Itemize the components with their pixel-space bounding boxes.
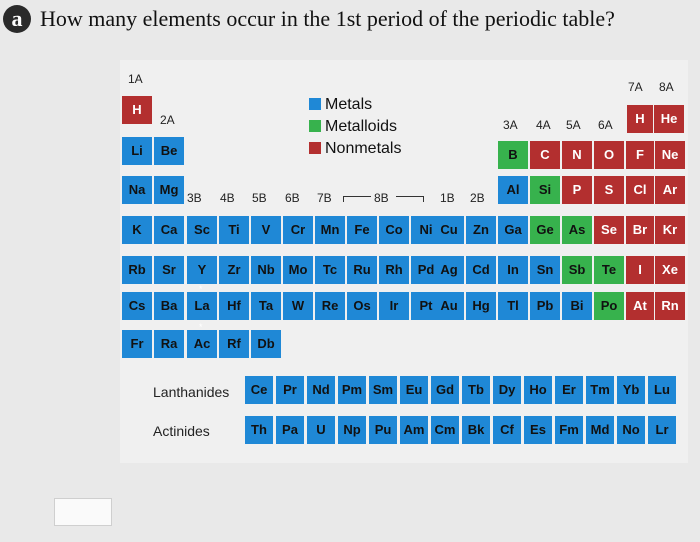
element-ho[interactable]: Ho bbox=[524, 376, 552, 404]
element-br[interactable]: Br bbox=[626, 216, 654, 244]
element-f[interactable]: F bbox=[626, 141, 654, 169]
element-rn[interactable]: Rn bbox=[655, 292, 685, 320]
element-db[interactable]: Db bbox=[251, 330, 281, 358]
element-se[interactable]: Se bbox=[594, 216, 624, 244]
element-la[interactable]: La bbox=[187, 292, 217, 320]
element-rb[interactable]: Rb bbox=[122, 256, 152, 284]
question-badge: a bbox=[3, 5, 31, 33]
group-label-7b: 7B bbox=[317, 191, 332, 205]
lanthanide-asterisk-icon: * bbox=[199, 284, 203, 294]
element-zn[interactable]: Zn bbox=[466, 216, 496, 244]
element-md[interactable]: Md bbox=[586, 416, 614, 444]
element-lu[interactable]: Lu bbox=[648, 376, 676, 404]
element-i[interactable]: I bbox=[626, 256, 654, 284]
element-tm[interactable]: Tm bbox=[586, 376, 614, 404]
element-xe[interactable]: Xe bbox=[655, 256, 685, 284]
element-ag[interactable]: Ag bbox=[434, 256, 464, 284]
element-ge[interactable]: Ge bbox=[530, 216, 560, 244]
group-label-7a: 7A bbox=[628, 80, 643, 94]
legend-metalloids bbox=[309, 118, 397, 136]
element-sm[interactable]: Sm bbox=[369, 376, 397, 404]
lanthanides-label: Lanthanides bbox=[153, 384, 230, 400]
element-s[interactable]: S bbox=[594, 176, 624, 204]
actinide-asterisk-icon: * bbox=[199, 322, 203, 332]
element-ca[interactable]: Ca bbox=[154, 216, 184, 244]
element-si[interactable]: Si bbox=[530, 176, 560, 204]
element-ga[interactable]: Ga bbox=[498, 216, 528, 244]
element-y[interactable]: Y bbox=[187, 256, 217, 284]
element-ni[interactable]: Ni bbox=[411, 216, 441, 244]
element-fm[interactable]: Fm bbox=[555, 416, 583, 444]
element-pd[interactable]: Pd bbox=[411, 256, 441, 284]
group-label-3b: 3B bbox=[187, 191, 202, 205]
element-at[interactable]: At bbox=[626, 292, 654, 320]
legend-metals bbox=[309, 96, 372, 114]
element-sc[interactable]: Sc bbox=[187, 216, 217, 244]
group-label-4b: 4B bbox=[220, 191, 235, 205]
legend-metals-label: Metals bbox=[325, 96, 373, 113]
group-label-8a: 8A bbox=[659, 80, 674, 94]
element-ar[interactable]: Ar bbox=[655, 176, 685, 204]
element-k[interactable]: K bbox=[122, 216, 152, 244]
element-in[interactable]: In bbox=[498, 256, 528, 284]
element-rf[interactable]: Rf bbox=[219, 330, 249, 358]
element-be[interactable]: Be bbox=[154, 137, 184, 165]
element-fr[interactable]: Fr bbox=[122, 330, 152, 358]
element-ne[interactable]: Ne bbox=[655, 141, 685, 169]
element-cr[interactable]: Cr bbox=[283, 216, 313, 244]
element-cl[interactable]: Cl bbox=[626, 176, 654, 204]
element-na[interactable]: Na bbox=[122, 176, 152, 204]
element-h-left[interactable]: H bbox=[122, 96, 152, 124]
element-sr[interactable]: Sr bbox=[154, 256, 184, 284]
element-pr[interactable]: Pr bbox=[276, 376, 304, 404]
group-label-1b: 1B bbox=[440, 191, 455, 205]
element-tl[interactable]: Tl bbox=[498, 292, 528, 320]
element-w[interactable]: W bbox=[283, 292, 313, 320]
group-label-5b: 5B bbox=[252, 191, 267, 205]
legend-nonmetals-label: Nonmetals bbox=[325, 140, 402, 157]
element-es[interactable]: Es bbox=[524, 416, 552, 444]
element-ac[interactable]: Ac bbox=[187, 330, 217, 358]
element-cm[interactable]: Cm bbox=[431, 416, 459, 444]
element-bi[interactable]: Bi bbox=[562, 292, 592, 320]
element-li[interactable]: Li bbox=[122, 137, 152, 165]
element-o[interactable]: O bbox=[594, 141, 624, 169]
element-pm[interactable]: Pm bbox=[338, 376, 366, 404]
element-bk[interactable]: Bk bbox=[462, 416, 490, 444]
element-eu[interactable]: Eu bbox=[400, 376, 428, 404]
metalloids-swatch bbox=[309, 120, 321, 132]
element-h-right[interactable]: H bbox=[627, 105, 653, 133]
element-gd[interactable]: Gd bbox=[431, 376, 459, 404]
group-label-2b: 2B bbox=[470, 191, 485, 205]
group-label-1a: 1A bbox=[128, 72, 143, 86]
element-hg[interactable]: Hg bbox=[466, 292, 496, 320]
element-no[interactable]: No bbox=[617, 416, 645, 444]
group-label-2a: 2A bbox=[160, 113, 175, 127]
element-cu[interactable]: Cu bbox=[434, 216, 464, 244]
element-as[interactable]: As bbox=[562, 216, 592, 244]
question-bar bbox=[0, 0, 700, 40]
element-er[interactable]: Er bbox=[555, 376, 583, 404]
element-po[interactable]: Po bbox=[594, 292, 624, 320]
element-sb[interactable]: Sb bbox=[562, 256, 592, 284]
element-ti[interactable]: Ti bbox=[219, 216, 249, 244]
element-p[interactable]: P bbox=[562, 176, 592, 204]
answer-input[interactable] bbox=[54, 498, 112, 526]
element-b[interactable]: B bbox=[498, 141, 528, 169]
group-label-3a: 3A bbox=[503, 118, 518, 132]
element-c[interactable]: C bbox=[530, 141, 560, 169]
element-nd[interactable]: Nd bbox=[307, 376, 335, 404]
element-tb[interactable]: Tb bbox=[462, 376, 490, 404]
nonmetals-swatch bbox=[309, 142, 321, 154]
group-label-6b: 6B bbox=[285, 191, 300, 205]
element-mn[interactable]: Mn bbox=[315, 216, 345, 244]
group-label-8b: 8B bbox=[374, 191, 389, 205]
element-al[interactable]: Al bbox=[498, 176, 528, 204]
legend-nonmetals bbox=[309, 140, 401, 158]
element-pb[interactable]: Pb bbox=[530, 292, 560, 320]
element-pu[interactable]: Pu bbox=[369, 416, 397, 444]
element-ce[interactable]: Ce bbox=[245, 376, 273, 404]
element-sn[interactable]: Sn bbox=[530, 256, 560, 284]
element-np[interactable]: Np bbox=[338, 416, 366, 444]
element-am[interactable]: Am bbox=[400, 416, 428, 444]
element-dy[interactable]: Dy bbox=[493, 376, 521, 404]
element-pt[interactable]: Pt bbox=[411, 292, 441, 320]
element-nb[interactable]: Nb bbox=[251, 256, 281, 284]
group-label-6a: 6A bbox=[598, 118, 613, 132]
legend-metalloids-label: Metalloids bbox=[325, 118, 398, 135]
element-n[interactable]: N bbox=[562, 141, 592, 169]
element-fe[interactable]: Fe bbox=[347, 216, 377, 244]
element-cd[interactable]: Cd bbox=[466, 256, 496, 284]
element-ru[interactable]: Ru bbox=[347, 256, 377, 284]
element-u[interactable]: U bbox=[307, 416, 335, 444]
element-v[interactable]: V bbox=[251, 216, 281, 244]
element-te[interactable]: Te bbox=[594, 256, 624, 284]
element-zr[interactable]: Zr bbox=[219, 256, 249, 284]
element-tc[interactable]: Tc bbox=[315, 256, 345, 284]
element-cf[interactable]: Cf bbox=[493, 416, 521, 444]
element-th[interactable]: Th bbox=[245, 416, 273, 444]
element-lr[interactable]: Lr bbox=[648, 416, 676, 444]
question-text: How many elements occur in the 1st period of the periodic table? bbox=[40, 6, 615, 31]
element-pa[interactable]: Pa bbox=[276, 416, 304, 444]
element-ra[interactable]: Ra bbox=[154, 330, 184, 358]
element-ir[interactable]: Ir bbox=[379, 292, 409, 320]
group-8b-bracket-right bbox=[396, 196, 424, 202]
element-rh[interactable]: Rh bbox=[379, 256, 409, 284]
element-cs[interactable]: Cs bbox=[122, 292, 152, 320]
element-ta[interactable]: Ta bbox=[251, 292, 281, 320]
element-he[interactable]: He bbox=[654, 105, 684, 133]
element-kr[interactable]: Kr bbox=[655, 216, 685, 244]
metals-swatch bbox=[309, 98, 321, 110]
group-8b-bracket-left bbox=[343, 196, 371, 202]
element-re[interactable]: Re bbox=[315, 292, 345, 320]
element-mg[interactable]: Mg bbox=[154, 176, 184, 204]
group-label-4a: 4A bbox=[536, 118, 551, 132]
element-au[interactable]: Au bbox=[434, 292, 464, 320]
group-label-5a: 5A bbox=[566, 118, 581, 132]
element-yb[interactable]: Yb bbox=[617, 376, 645, 404]
element-co[interactable]: Co bbox=[379, 216, 409, 244]
element-ba[interactable]: Ba bbox=[154, 292, 184, 320]
element-os[interactable]: Os bbox=[347, 292, 377, 320]
actinides-label: Actinides bbox=[153, 423, 210, 439]
element-mo[interactable]: Mo bbox=[283, 256, 313, 284]
element-hf[interactable]: Hf bbox=[219, 292, 249, 320]
